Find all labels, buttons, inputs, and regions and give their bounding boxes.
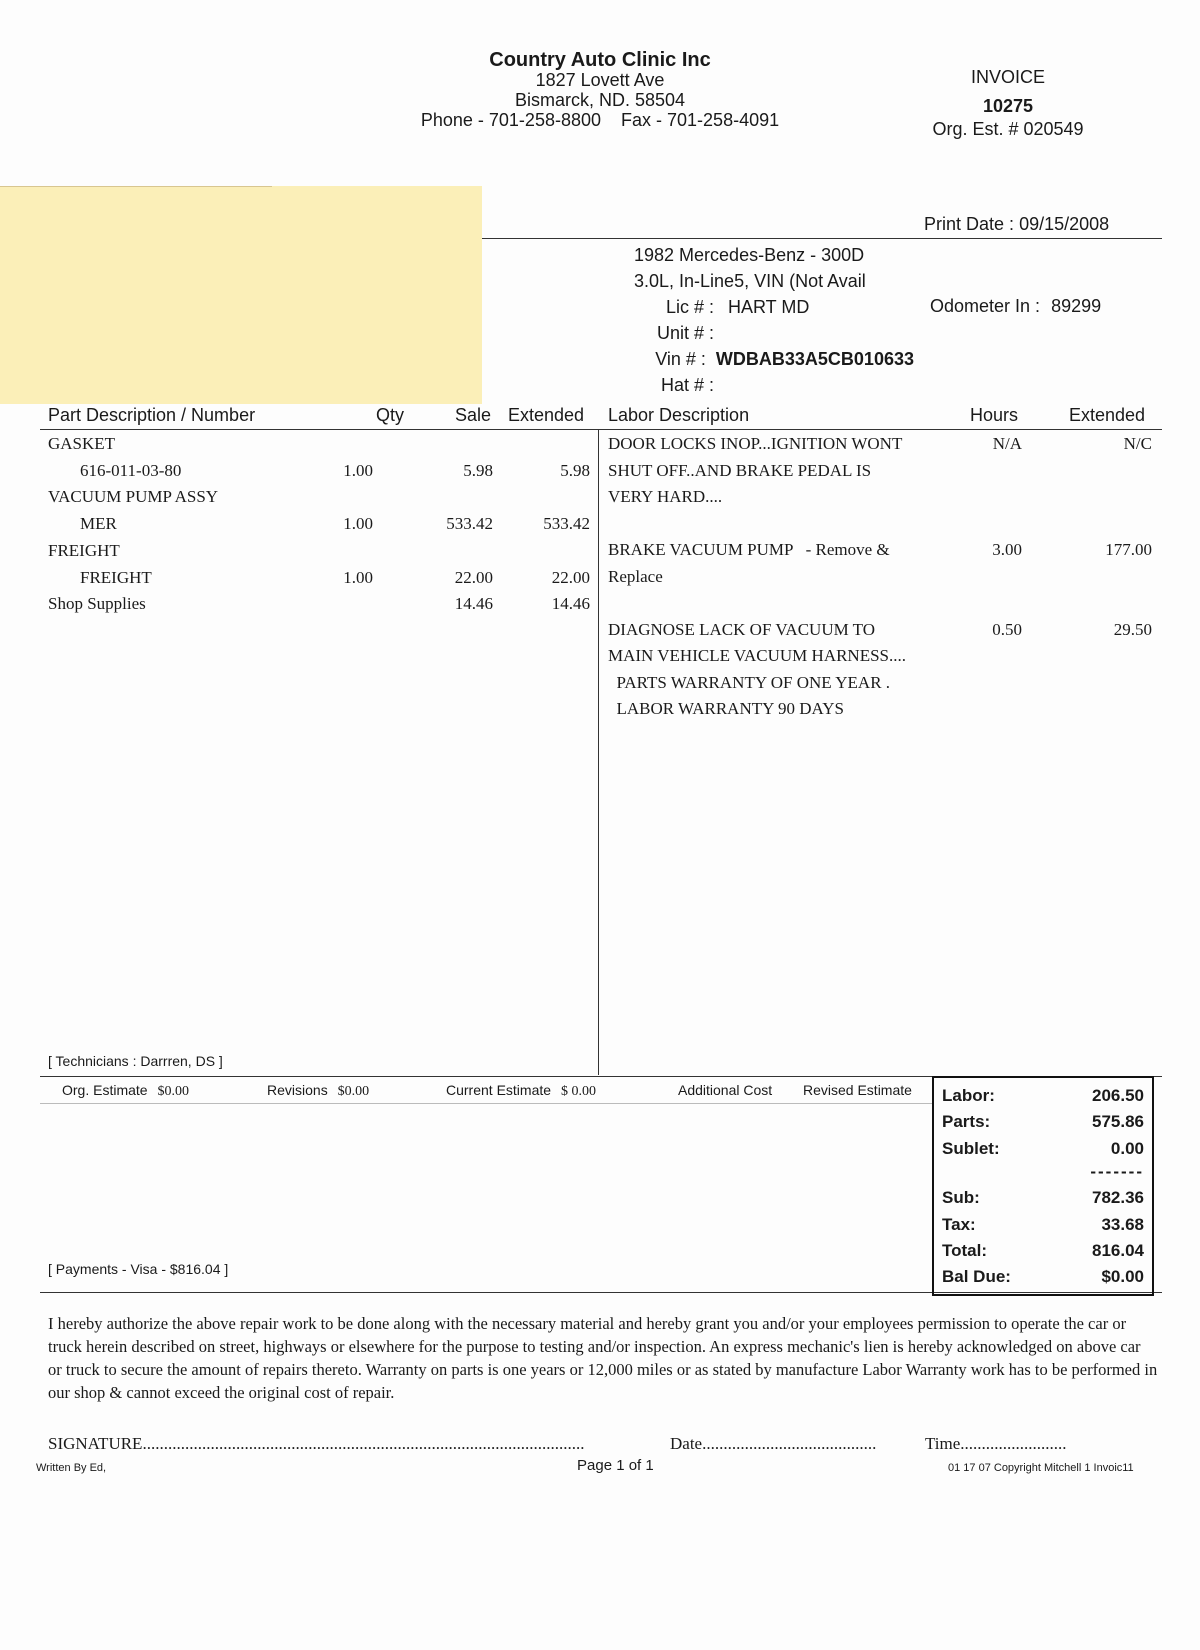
totals-dashes: -------: [1090, 1162, 1144, 1181]
labor-extended: N/C: [1123, 434, 1152, 453]
revised-estimate: Revised Estimate: [803, 1082, 912, 1098]
part-description: GASKET: [48, 434, 116, 453]
labor-header-hours: Hours: [970, 405, 1019, 425]
vehicle-model: 1982 Mercedes-Benz - 300D: [634, 245, 865, 265]
part-qty: 1.00: [343, 567, 373, 587]
labor-hours: N/A: [992, 434, 1022, 453]
shop-city: Bismarck, ND. 58504: [514, 90, 686, 110]
totals-labor: Labor: 206.50: [942, 1086, 1144, 1105]
table-row: [48, 539, 592, 565]
print-date: [924, 214, 1109, 235]
labor-description-line: Replace: [608, 566, 663, 586]
hat-label: Hat # :: [660, 375, 714, 395]
labor-hours: 3.00: [992, 540, 1022, 559]
lic-row: [634, 294, 914, 320]
authorization-text: I hereby authorize the above repair work to be done along with the necessary material and hereby grant you and/or your employees permission to operate the car or truck herein described on street, highways or elsewhere for the purpose to testing and/or inspection. An express mechanic's lien is hereby acknowledged on above car or truck to secure the amount of repairs thereto. Warranty on parts is one years or 12,000 miles or as stated by manufacture Labor Warranty work has to be performed in our shop & cannot exceed the original cost of repair.: [48, 1314, 1158, 1402]
table-divider: [598, 429, 599, 1075]
org-estimate-number: Org. Est. # 020549: [932, 119, 1084, 139]
written-by: Written By Ed,: [36, 1462, 107, 1474]
part-description: FREIGHT: [80, 567, 152, 587]
parts-header-desc: Part Description / Number: [48, 405, 256, 425]
unit-label: Unit # :: [656, 323, 714, 343]
labor-extended: 29.50: [1113, 619, 1152, 639]
parts-header-qty: Qty: [376, 405, 405, 425]
part-description: VACUUM PUMP ASSY: [48, 487, 219, 507]
labor-description-line: MAIN VEHICLE VACUUM HARNESS....: [608, 646, 907, 665]
table-row: [48, 512, 592, 538]
labor-description-line: DOOR LOCKS INOP...IGNITION WONT: [608, 434, 903, 453]
date-line: Date.........................................: [670, 1434, 877, 1453]
revisions-value: $0.00: [337, 1084, 370, 1099]
part-description: FREIGHT: [48, 540, 120, 560]
print-date-value: 09/15/2008: [1019, 214, 1110, 234]
hat-row: [634, 372, 914, 398]
lic-value: HART MD: [728, 297, 810, 317]
part-qty: 1.00: [343, 514, 373, 534]
table-header-rule: [40, 429, 1162, 430]
totals-sublet: Sublet: 0.00: [942, 1139, 1144, 1158]
shop-contact: [350, 110, 850, 130]
odometer-value: 89299: [1051, 296, 1102, 316]
table-row: [48, 459, 592, 485]
estimate-subrule: [40, 1103, 932, 1104]
sticky-note-edge: [0, 186, 272, 187]
payments: [ Payments - Visa - $816.04 ]: [48, 1261, 229, 1277]
vehicle-ids: [634, 294, 914, 398]
vin-label: Vin # :: [655, 349, 706, 369]
table-row: [48, 592, 592, 618]
vin-row: [634, 346, 914, 372]
labor-description-line: BRAKE VACUUM PUMP - Remove &: [608, 540, 890, 559]
part-description: MER: [80, 514, 117, 534]
totals-total: Total: 816.04: [942, 1241, 1144, 1260]
labor-header-desc: Labor Description: [608, 405, 750, 425]
vin-value: WDBAB33A5CB010633: [715, 349, 914, 369]
print-date-label: Print Date :: [924, 214, 1015, 234]
org-estimate-label: Org. Estimate: [62, 1082, 148, 1098]
header-rule: [482, 238, 1162, 239]
totals-parts: Parts: 575.86: [942, 1112, 1144, 1131]
revisions-label: Revisions: [267, 1082, 328, 1098]
labor-description-line: VERY HARD....: [608, 487, 723, 506]
part-extended: 5.98: [560, 460, 590, 480]
labor-extended: 177.00: [1105, 540, 1152, 559]
totals-sub: Sub: 782.36: [942, 1188, 1144, 1207]
current-estimate-label: Current Estimate: [446, 1082, 552, 1098]
table-row: [48, 566, 592, 592]
part-extended: 533.42: [543, 514, 590, 534]
current-estimate-value: $ 0.00: [560, 1084, 596, 1099]
table-row: [48, 432, 592, 458]
vehicle-info: [634, 242, 866, 294]
part-sale: 22.00: [454, 567, 493, 587]
shop-header: [350, 50, 850, 130]
shop-fax: Fax - 701-258-4091: [621, 110, 780, 130]
labor-description-line: PARTS WARRANTY OF ONE YEAR .: [608, 672, 891, 692]
parts-header-extended: Extended: [508, 405, 585, 425]
part-extended: 22.00: [551, 567, 590, 587]
shop-name: Country Auto Clinic Inc: [489, 49, 711, 71]
part-description: 616-011-03-80: [80, 460, 182, 480]
time-line: Time.........................: [925, 1434, 1067, 1453]
part-qty: 1.00: [343, 460, 373, 480]
additional-cost: Additional Cost: [678, 1082, 773, 1098]
current-estimate: [446, 1082, 596, 1100]
labor-description-line: SHUT OFF..AND BRAKE PEDAL IS: [608, 460, 872, 480]
totals-balance-due: Bal Due: $0.00: [942, 1267, 1144, 1286]
invoice-block: [908, 67, 1108, 140]
labor-description-line: LABOR WARRANTY 90 DAYS: [608, 699, 844, 718]
part-sale: 5.98: [463, 460, 493, 480]
shop-address: 1827 Lovett Ave: [535, 70, 665, 90]
unit-row: [634, 320, 914, 346]
part-sale: 533.42: [446, 514, 493, 534]
part-extended: 14.46: [551, 594, 590, 614]
sticky-note: [0, 186, 482, 404]
technicians: [ Technicians : Darrren, DS ]: [48, 1053, 223, 1069]
vehicle-engine: 3.0L, In-Line5, VIN (Not Avail: [634, 271, 866, 291]
invoice-number: 10275: [982, 96, 1034, 116]
lic-label: Lic # :: [665, 297, 714, 317]
labor-header-extended: Extended: [1069, 405, 1146, 425]
odometer: [930, 296, 1101, 317]
copyright: 01 17 07 Copyright Mitchell 1 Invoic11: [948, 1462, 1134, 1474]
invoice-label: INVOICE: [970, 67, 1045, 87]
labor-description-line: DIAGNOSE LACK OF VACUUM TO: [608, 619, 876, 639]
odometer-label: Odometer In :: [930, 296, 1041, 316]
page-number: Page 1 of 1: [577, 1457, 654, 1474]
org-estimate: [62, 1082, 189, 1100]
labor-hours: 0.50: [992, 619, 1022, 639]
revisions: [267, 1082, 369, 1100]
signature-line: SIGNATURE........................................................................................................: [48, 1434, 585, 1453]
totals-tax: Tax: 33.68: [942, 1215, 1144, 1234]
parts-header-sale: Sale: [455, 405, 492, 425]
table-row: [48, 485, 592, 511]
part-description: Shop Supplies: [48, 594, 146, 614]
shop-phone: Phone - 701-258-8800: [420, 110, 601, 130]
org-estimate-value: $0.00: [157, 1084, 189, 1099]
totals-box: [932, 1076, 1154, 1296]
part-sale: 14.46: [454, 594, 493, 614]
